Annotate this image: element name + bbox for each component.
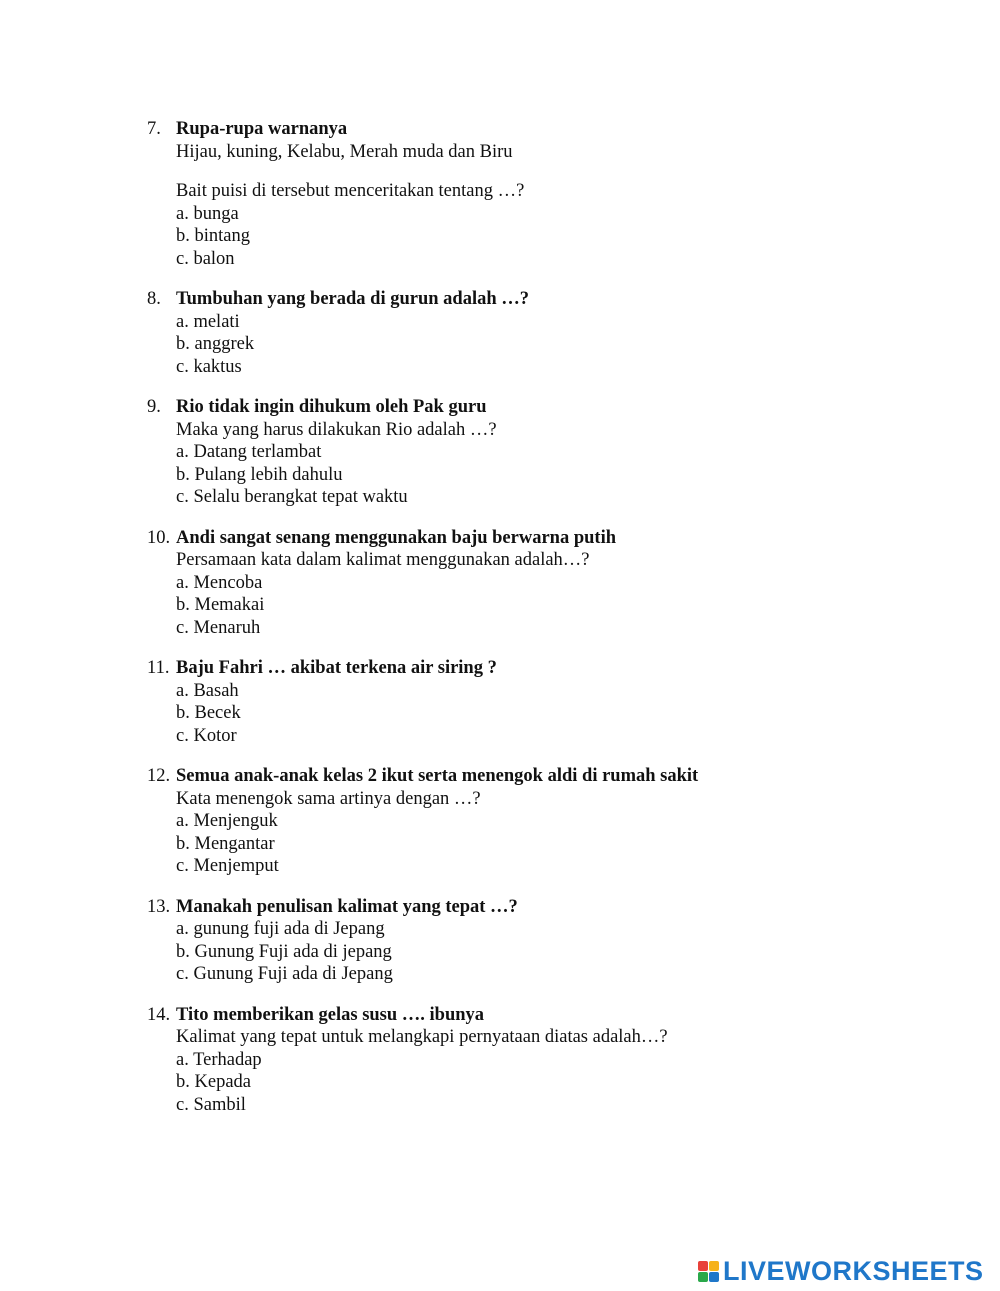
question-subtext: Hijau, kuning, Kelabu, Merah muda dan Biru bbox=[176, 141, 513, 162]
answer-option: a. gunung fuji ada di Jepang bbox=[176, 919, 385, 939]
question-subtext: Kata menengok sama artinya dengan …? bbox=[176, 788, 481, 809]
answer-options bbox=[0, 311, 1000, 379]
question-number: 13. bbox=[147, 896, 171, 917]
question-title: Manakah penulisan kalimat yang tepat …? bbox=[176, 896, 518, 917]
question-item bbox=[0, 396, 1000, 509]
question-title: Andi sangat senang menggunakan baju berwarna putih bbox=[176, 527, 617, 548]
worksheet bbox=[0, 118, 1000, 1134]
answer-option: b. Pulang lebih dahulu bbox=[176, 464, 343, 485]
answer-option: b. Memakai bbox=[176, 595, 265, 615]
question-subtext: Maka yang harus dilakukan Rio adalah …? bbox=[176, 419, 497, 440]
answer-options bbox=[0, 1049, 1000, 1117]
question-number: 8. bbox=[147, 289, 161, 309]
answer-options bbox=[0, 680, 1000, 748]
answer-option: a. Menjenguk bbox=[176, 811, 278, 831]
question-prompt: Bait puisi di tersebut menceritakan tentang …? bbox=[176, 181, 525, 201]
question-item bbox=[0, 896, 1000, 986]
answer-option: a. Datang terlambat bbox=[176, 442, 322, 462]
answer-options bbox=[0, 918, 1000, 986]
question-number: 7. bbox=[147, 119, 161, 139]
answer-option: a. bunga bbox=[176, 203, 239, 224]
answer-option: c. Menaruh bbox=[176, 617, 261, 638]
answer-option: c. kaktus bbox=[176, 356, 242, 377]
answer-option: c. Gunung Fuji ada di Jepang bbox=[176, 964, 393, 984]
answer-option: c. Kotor bbox=[176, 725, 237, 746]
answer-option: a. Mencoba bbox=[176, 572, 263, 593]
question-item bbox=[0, 288, 1000, 378]
question-title: Semua anak-anak kelas 2 ikut serta menengok aldi di rumah sakit bbox=[176, 766, 699, 786]
answer-option: c. Menjemput bbox=[176, 856, 279, 876]
answer-option: b. Becek bbox=[176, 703, 241, 723]
question-title: Rio tidak ingin dihukum oleh Pak guru bbox=[176, 397, 487, 417]
question-item bbox=[0, 657, 1000, 747]
logo-tile bbox=[709, 1261, 719, 1271]
question-heading bbox=[0, 657, 1000, 680]
logo-tile bbox=[698, 1261, 708, 1271]
question-item bbox=[0, 118, 1000, 270]
answer-option: b. Kepada bbox=[176, 1072, 251, 1092]
question-subtext: Kalimat yang tepat untuk melangkapi pernyataan diatas adalah…? bbox=[176, 1027, 668, 1047]
question-number: 10. bbox=[147, 527, 171, 548]
question-heading bbox=[0, 896, 1000, 919]
answer-option: c. Selalu berangkat tepat waktu bbox=[176, 487, 408, 507]
question-heading bbox=[0, 527, 1000, 550]
logo-tile bbox=[698, 1272, 708, 1282]
question-title: Rupa-rupa warnanya bbox=[176, 119, 348, 139]
answer-options bbox=[0, 572, 1000, 640]
question-item bbox=[0, 765, 1000, 878]
question-heading bbox=[0, 396, 1000, 419]
answer-option: a. melati bbox=[176, 311, 240, 332]
question-heading bbox=[0, 1004, 1000, 1027]
answer-option: c. balon bbox=[176, 248, 235, 269]
question-number: 11. bbox=[147, 658, 170, 678]
answer-option: b. bintang bbox=[176, 226, 250, 246]
question-heading bbox=[0, 118, 1000, 141]
question-item bbox=[0, 527, 1000, 640]
question-heading bbox=[0, 765, 1000, 788]
answer-options bbox=[0, 203, 1000, 271]
answer-options bbox=[0, 810, 1000, 878]
answer-option: b. Mengantar bbox=[176, 833, 275, 854]
answer-option: a. Basah bbox=[176, 680, 239, 701]
question-title: Tumbuhan yang berada di gurun adalah …? bbox=[176, 289, 530, 309]
answer-option: b. Gunung Fuji ada di jepang bbox=[176, 941, 392, 962]
question-subtext: Persamaan kata dalam kalimat menggunakan adalah…? bbox=[176, 550, 590, 570]
answer-option: b. anggrek bbox=[176, 334, 255, 354]
spacer bbox=[0, 163, 1000, 180]
liveworksheets-logo-text: LIVEWORKSHEETS bbox=[723, 1255, 984, 1286]
question-item bbox=[0, 1004, 1000, 1117]
answer-options bbox=[0, 441, 1000, 509]
question-title: Tito memberikan gelas susu …. ibunya bbox=[176, 1004, 485, 1025]
question-heading bbox=[0, 288, 1000, 311]
answer-option: c. Sambil bbox=[176, 1094, 246, 1115]
liveworksheets-logo bbox=[698, 1255, 984, 1287]
question-number: 9. bbox=[147, 397, 161, 417]
question-title: Baju Fahri … akibat terkena air siring ? bbox=[176, 658, 497, 678]
liveworksheets-logo-icon bbox=[698, 1261, 719, 1282]
question-number: 14. bbox=[147, 1004, 171, 1025]
logo-tile bbox=[709, 1272, 719, 1282]
question-number: 12. bbox=[147, 766, 171, 786]
answer-option: a. Terhadap bbox=[176, 1049, 262, 1070]
